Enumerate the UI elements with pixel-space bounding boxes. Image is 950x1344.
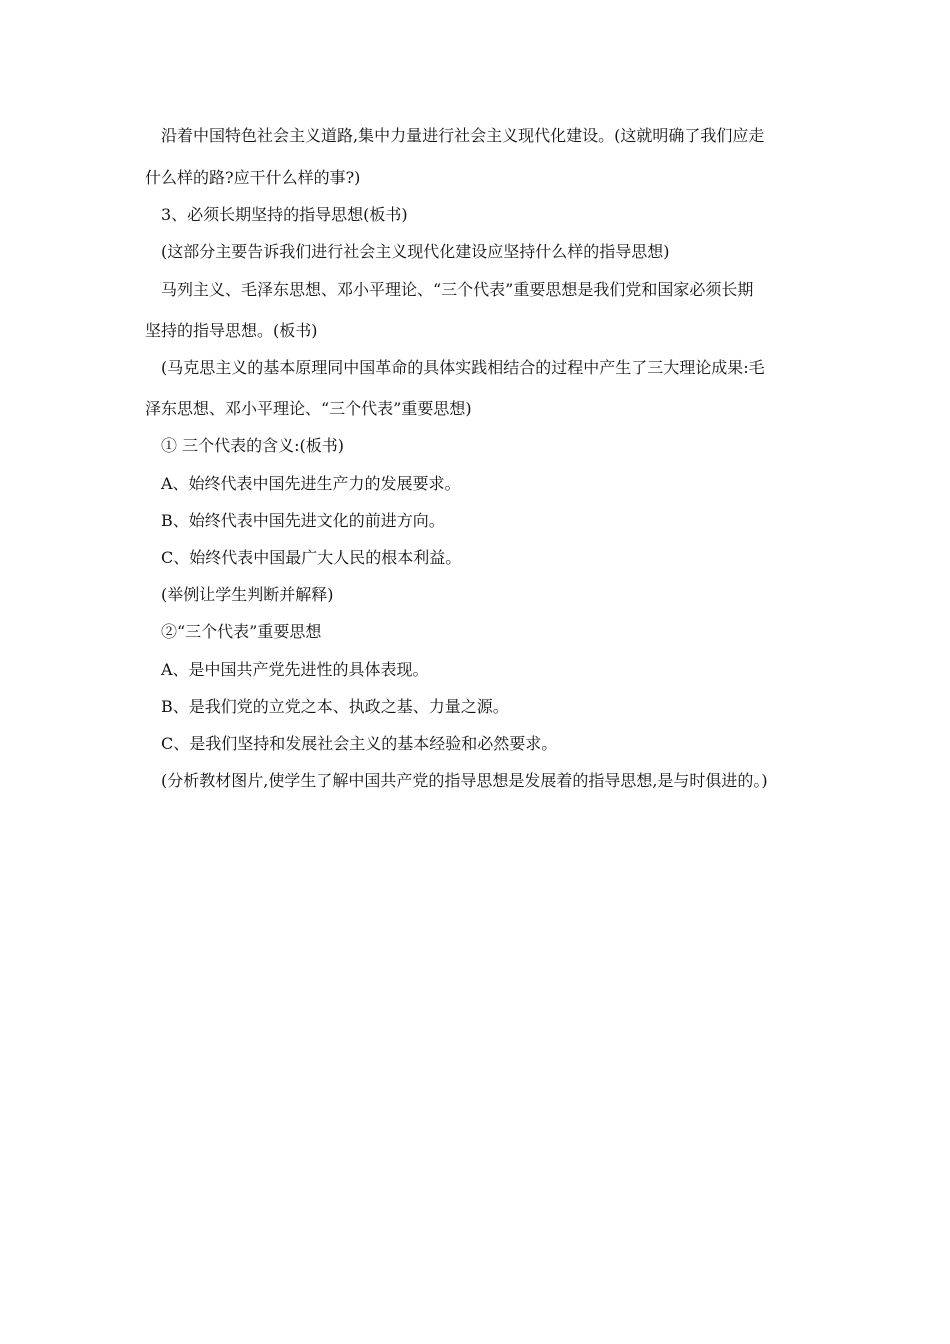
paragraph-line: (举例让学生判断并解释) xyxy=(161,585,334,604)
list-item: A、是中国共产党先进性的具体表现。 xyxy=(161,660,429,679)
list-item: A、始终代表中国先进生产力的发展要求。 xyxy=(161,474,461,493)
list-item: B、是我们党的立党之本、执政之基、力量之源。 xyxy=(161,697,509,716)
list-heading: ②“三个代表”重要思想 xyxy=(161,622,322,641)
list-item: C、是我们坚持和发展社会主义的基本经验和必然要求。 xyxy=(161,734,558,753)
list-heading: ① 三个代表的含义:(板书) xyxy=(161,436,344,455)
paragraph-line: (这部分主要告诉我们进行社会主义现代化建设应坚持什么样的指导思想) xyxy=(161,242,670,261)
paragraph-line: 坚持的指导思想。(板书) xyxy=(145,321,318,340)
paragraph-line: 马列主义、毛泽东思想、邓小平理论、“三个代表”重要思想是我们党和国家必须长期 xyxy=(161,280,754,299)
section-heading: 3、必须长期坚持的指导思想(板书) xyxy=(161,205,408,224)
list-item: C、始终代表中国最广大人民的根本利益。 xyxy=(161,548,462,567)
paragraph-line: (分析教材图片,使学生了解中国共产党的指导思想是发展着的指导思想,是与时俱进的。) xyxy=(161,771,768,790)
paragraph-line: 泽东思想、邓小平理论、“三个代表”重要思想) xyxy=(145,399,472,418)
paragraph-line: (马克思主义的基本原理同中国革命的具体实践相结合的过程中产生了三大理论成果:毛 xyxy=(161,358,765,377)
paragraph-line: 什么样的路?应干什么样的事?) xyxy=(145,168,361,187)
paragraph-line: 沿着中国特色社会主义道路,集中力量进行社会主义现代化建设。(这就明确了我们应走 xyxy=(161,126,765,145)
list-item: B、始终代表中国先进文化的前进方向。 xyxy=(161,511,445,530)
